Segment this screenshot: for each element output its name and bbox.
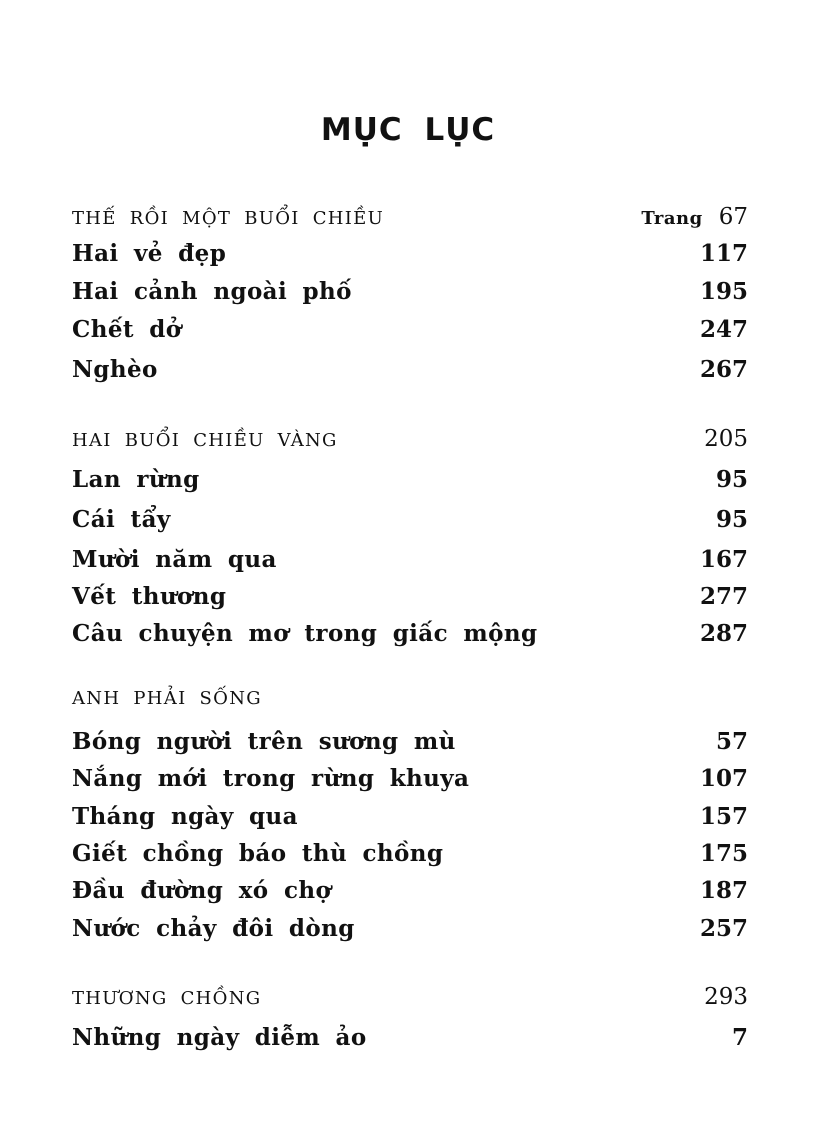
entry-title: Đầu đường xó chợ [72,877,332,904]
section-heading: THƯƠNG CHỒNG [72,988,262,1009]
section-heading-row [72,426,748,458]
entry-title: Nghèo [72,356,158,383]
entry-title: Giết chồng báo thù chồng [72,840,444,867]
section-page-number: 293 [704,984,748,1010]
entry-title: Lan rừng [72,466,200,493]
entry-page-number: 277 [699,583,748,610]
entry-page-number: 157 [699,803,748,830]
entry-page-number: 267 [699,356,748,383]
entry-page-number: 187 [699,877,748,904]
toc-entry [72,803,748,835]
entry-title: Những ngày diễm ảo [72,1024,367,1051]
toc-entry [72,1024,748,1056]
entry-page-number: 195 [699,278,748,305]
entry-page-number: 175 [699,840,748,867]
section-heading: HAI BUỔI CHIỀU VÀNG [72,430,338,451]
toc-entry [72,546,748,578]
toc-entry [72,506,748,538]
toc-entry [72,620,748,652]
entry-page-number: 95 [715,506,748,533]
section-heading-row [72,984,748,1016]
toc-entry [72,915,748,947]
entry-title: Chết dở [72,316,182,343]
section-heading: ANH PHẢI SỐNG [72,688,262,709]
entry-page-number: 257 [699,915,748,942]
entry-page-number: 7 [731,1024,748,1051]
toc-entry [72,840,748,872]
page-label: Trang [641,208,703,229]
entry-title: Câu chuyện mơ trong giấc mộng [72,620,538,647]
section-heading: THẾ RỒI MỘT BUỔI CHIỀU [72,208,385,229]
toc-entry [72,356,748,388]
page-title: MỤC LỤC [320,112,496,148]
entry-title: Cái tẩy [72,506,171,533]
entry-title: Bóng người trên sương mù [72,728,456,755]
entry-title: Nước chảy đôi dòng [72,915,355,942]
entry-page-number: 107 [699,765,748,792]
entry-title: Vết thương [72,583,227,610]
entry-title: Tháng ngày qua [72,803,298,830]
entry-page-number: 247 [699,316,748,343]
entry-page-number: 117 [699,240,748,267]
toc-entry [72,316,748,348]
entry-page-number: 287 [699,620,748,647]
toc-entry [72,765,748,797]
section-heading-row [72,688,748,720]
toc-entry [72,466,748,498]
toc-entry [72,728,748,760]
toc-entry [72,240,748,272]
entry-page-number: 95 [715,466,748,493]
entry-title: Hai cảnh ngoài phố [72,278,352,305]
page-ref [641,204,748,230]
entry-page-number: 167 [699,546,748,573]
entry-page-number: 57 [715,728,748,755]
entry-title: Mười năm qua [72,546,277,573]
section-heading-row [72,204,748,236]
toc-entry [72,583,748,615]
toc-entry [72,278,748,310]
section-page-number: 205 [704,426,748,452]
entry-title: Hai vẻ đẹp [72,240,227,267]
section-page-number: 67 [718,204,748,230]
toc-entry [72,877,748,909]
entry-title: Nắng mới trong rừng khuya [72,765,470,792]
